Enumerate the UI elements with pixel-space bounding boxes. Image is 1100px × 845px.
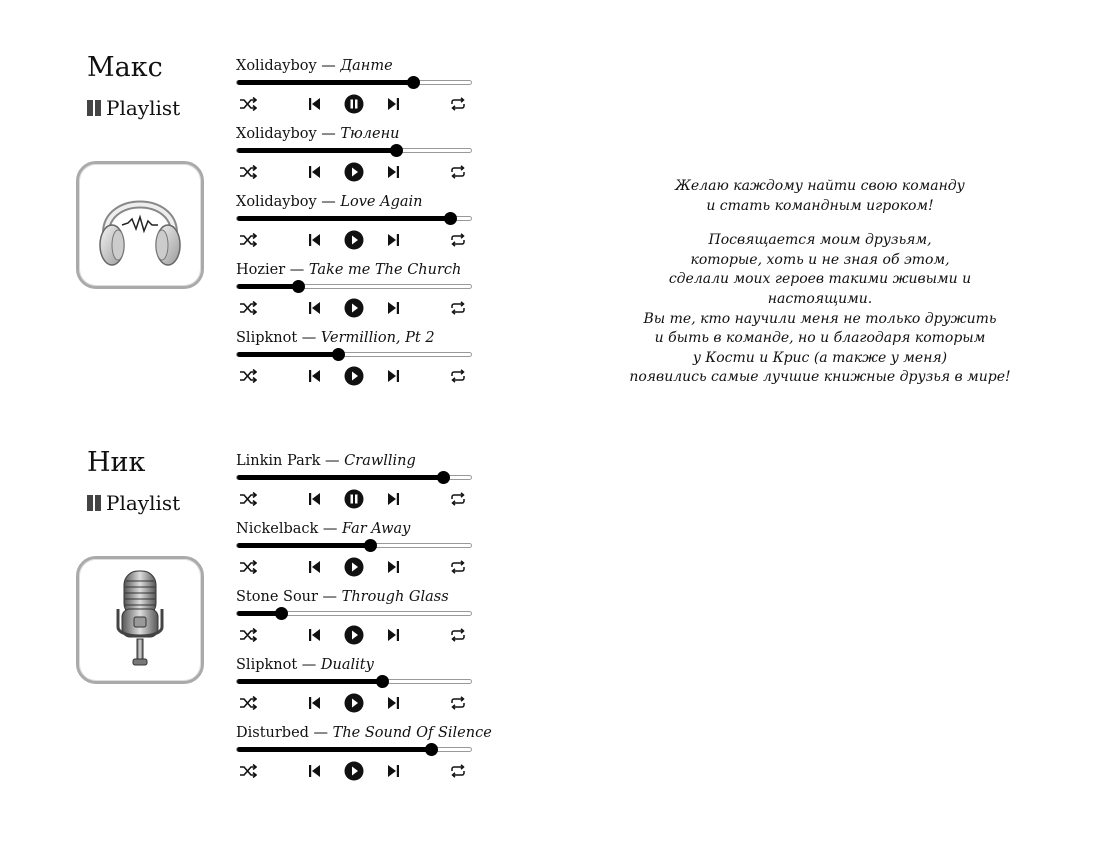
progress-knob[interactable] <box>376 675 389 688</box>
track-separator: — <box>297 330 321 346</box>
track-title <box>236 519 472 539</box>
track-song: Far Away <box>342 521 411 537</box>
dedication-line: сделали моих героев такими живыми и настоящими. <box>668 271 972 307</box>
repeat-icon <box>450 492 466 506</box>
track-item <box>236 655 472 723</box>
player-controls <box>236 557 472 577</box>
playlist-heading <box>87 491 180 515</box>
playlist-label: Playlist <box>106 96 181 120</box>
shuffle-icon <box>239 560 257 574</box>
track-song: The Sound Of Silence <box>332 725 492 741</box>
next-button[interactable] <box>387 489 399 509</box>
track-song: Vermillion, Pt 2 <box>320 330 435 346</box>
dedication-line: появились самые лучшие книжные друзья в мире! <box>629 369 1011 386</box>
previous-icon <box>309 628 321 642</box>
track-separator: — <box>316 58 341 74</box>
player-controls <box>236 489 472 509</box>
previous-button[interactable] <box>309 761 321 781</box>
track-separator: — <box>285 262 309 278</box>
next-icon <box>387 560 399 574</box>
shuffle-button[interactable] <box>239 625 257 645</box>
previous-icon <box>309 696 321 710</box>
play-button[interactable] <box>344 761 364 781</box>
repeat-button[interactable] <box>450 489 466 509</box>
track-item <box>236 451 472 519</box>
progress-knob[interactable] <box>364 539 377 552</box>
dedication-paragraph-1 <box>620 177 1020 216</box>
next-button[interactable] <box>387 625 399 645</box>
progress-bar[interactable] <box>236 679 472 684</box>
player-controls <box>236 693 472 713</box>
track-artist: Slipknot <box>236 330 298 346</box>
player-controls <box>236 761 472 781</box>
section-title: Макс <box>87 52 163 83</box>
album-art <box>76 556 204 684</box>
track-artist: Xolidayboy <box>236 58 317 74</box>
dedication-text <box>620 177 1020 403</box>
pause-bars-icon <box>87 495 101 511</box>
play-icon <box>344 693 364 713</box>
previous-button[interactable] <box>309 625 321 645</box>
progress-fill <box>237 475 443 480</box>
track-artist: Stone Sour <box>236 589 318 605</box>
shuffle-icon <box>239 696 257 710</box>
track-artist: Xolidayboy <box>236 194 317 210</box>
progress-bar[interactable] <box>236 543 472 548</box>
previous-button[interactable] <box>309 489 321 509</box>
progress-fill <box>237 543 370 548</box>
play-button[interactable] <box>344 557 364 577</box>
pause-button[interactable] <box>344 489 364 509</box>
next-button[interactable] <box>387 557 399 577</box>
shuffle-icon <box>239 628 257 642</box>
progress-knob[interactable] <box>425 743 438 756</box>
play-icon <box>344 761 364 781</box>
track-item <box>236 587 472 655</box>
progress-bar[interactable] <box>236 611 472 616</box>
shuffle-button[interactable] <box>239 693 257 713</box>
repeat-button[interactable] <box>450 693 466 713</box>
next-icon <box>387 696 399 710</box>
play-button[interactable] <box>344 625 364 645</box>
next-icon <box>387 628 399 642</box>
track-song: Crawlling <box>344 453 416 469</box>
shuffle-icon <box>239 764 257 778</box>
repeat-icon <box>450 628 466 642</box>
track-song: Duality <box>320 657 374 673</box>
track-item <box>236 723 492 791</box>
previous-icon <box>309 560 321 574</box>
dedication-line: у Кости и Крис (а также у меня) <box>692 349 948 366</box>
dedication-paragraph-2 <box>620 231 1020 388</box>
pause-icon <box>344 489 364 509</box>
track-song: Through Glass <box>341 589 449 605</box>
track-title <box>236 723 492 743</box>
track-separator: — <box>308 725 333 741</box>
track-item <box>236 519 472 587</box>
next-button[interactable] <box>387 693 399 713</box>
shuffle-button[interactable] <box>239 557 257 577</box>
player-controls <box>236 625 472 645</box>
progress-bar[interactable] <box>236 747 472 752</box>
microphone-icon <box>88 565 192 675</box>
next-button[interactable] <box>387 761 399 781</box>
track-separator: — <box>320 453 345 469</box>
shuffle-button[interactable] <box>239 761 257 781</box>
repeat-icon <box>450 560 466 574</box>
repeat-button[interactable] <box>450 625 466 645</box>
next-icon <box>387 764 399 778</box>
track-title <box>236 451 472 471</box>
repeat-button[interactable] <box>450 761 466 781</box>
progress-bar[interactable] <box>236 475 472 480</box>
previous-button[interactable] <box>309 557 321 577</box>
play-icon <box>344 625 364 645</box>
play-button[interactable] <box>344 693 364 713</box>
previous-button[interactable] <box>309 693 321 713</box>
track-separator: — <box>316 194 341 210</box>
track-artist: Disturbed <box>236 725 309 741</box>
section-title: Ник <box>87 447 146 478</box>
progress-knob[interactable] <box>437 471 450 484</box>
track-artist: Nickelback <box>236 521 319 537</box>
track-separator: — <box>297 657 321 673</box>
track-title <box>236 655 472 675</box>
dedication-line: и быть в команде, но и благодаря которым <box>654 330 986 347</box>
dedication-line: Желаю каждому найти свою команду <box>675 178 965 194</box>
track-artist: Hozier <box>236 262 286 278</box>
repeat-icon <box>450 764 466 778</box>
progress-fill <box>237 747 431 752</box>
track-song: Тюлени <box>340 126 400 142</box>
track-separator: — <box>318 521 343 537</box>
track-list <box>236 451 492 791</box>
track-song: Данте <box>340 58 393 74</box>
playlist-label: Playlist <box>106 491 181 515</box>
track-separator: — <box>316 126 341 142</box>
dedication-line: Посвящается моим друзьям, <box>708 232 932 249</box>
previous-icon <box>309 764 321 778</box>
shuffle-button[interactable] <box>239 489 257 509</box>
dedication-line: и стать командным игроком! <box>706 197 934 214</box>
previous-icon <box>309 492 321 506</box>
next-icon <box>387 492 399 506</box>
track-separator: — <box>317 589 342 605</box>
track-song: Love Again <box>340 194 423 210</box>
track-title <box>236 587 472 607</box>
dedication-line: Вы те, кто научили меня не только дружить <box>643 310 997 327</box>
track-song: Take me The Church <box>308 262 462 278</box>
repeat-icon <box>450 696 466 710</box>
repeat-button[interactable] <box>450 557 466 577</box>
track-artist: Linkin Park <box>236 453 321 469</box>
shuffle-icon <box>239 492 257 506</box>
track-artist: Xolidayboy <box>236 126 317 142</box>
progress-knob[interactable] <box>275 607 288 620</box>
progress-fill <box>237 679 382 684</box>
play-icon <box>344 557 364 577</box>
track-artist: Slipknot <box>236 657 298 673</box>
dedication-line: которые, хоть и не зная об этом, <box>690 251 950 268</box>
